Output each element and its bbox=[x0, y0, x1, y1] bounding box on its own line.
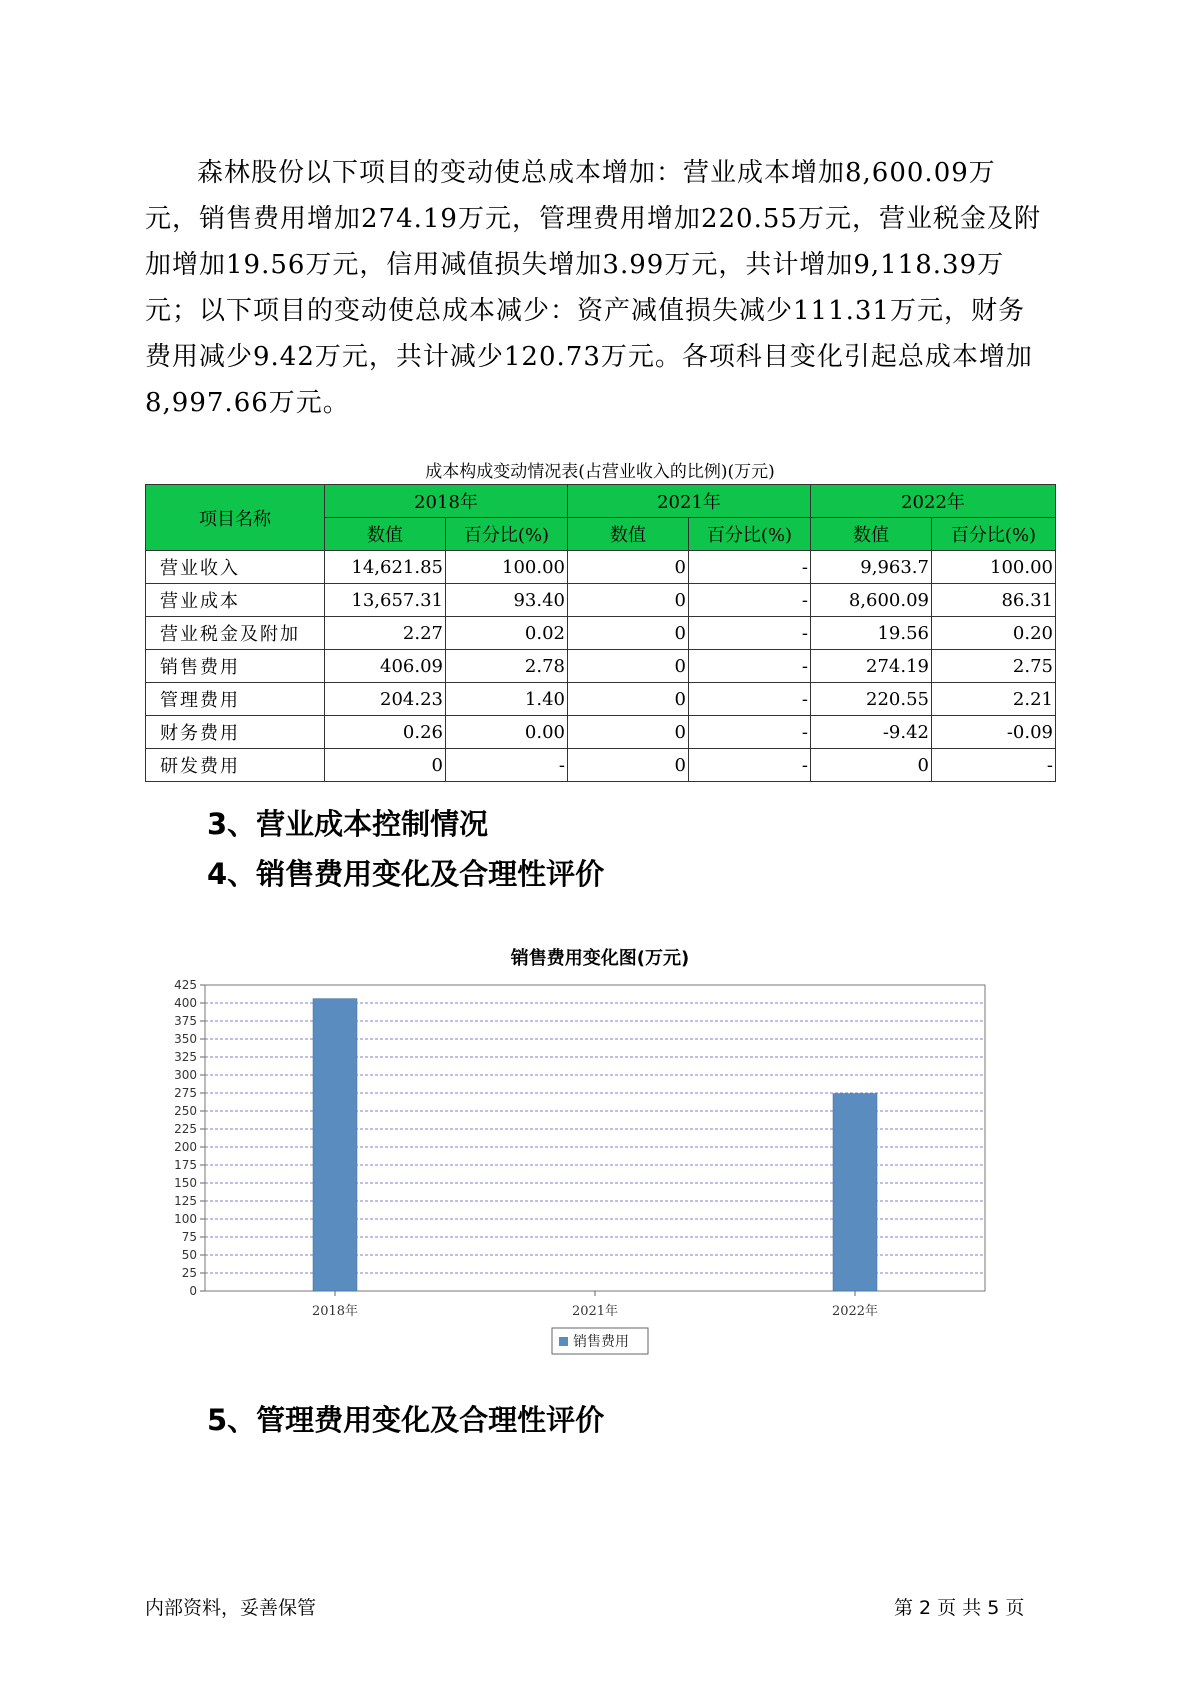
cost-table bbox=[145, 484, 1056, 782]
table-cell: 1.40 bbox=[446, 683, 568, 716]
row-label: 研发费用 bbox=[146, 749, 325, 782]
table-cell: 19.56 bbox=[811, 617, 932, 650]
y-tick-label: 50 bbox=[181, 1248, 197, 1262]
row-label: 营业税金及附加 bbox=[146, 617, 325, 650]
table-cell: 14,621.85 bbox=[325, 551, 446, 584]
table-cell: 0 bbox=[325, 749, 446, 782]
y-tick-label: 225 bbox=[174, 1122, 197, 1136]
y-tick-label: 425 bbox=[174, 978, 197, 992]
y-tick-label: 325 bbox=[174, 1050, 197, 1064]
table-cell: 0.26 bbox=[325, 716, 446, 749]
table-cell: 0 bbox=[568, 683, 689, 716]
intro-text: 森林股份以下项目的变动使总成本增加：营业成本增加8,600.09万元，销售费用增加274.19万元，管理费用增加220.55万元，营业税金及附加增加19.56万元，信用减值损失增加3.99万元，共计增加9,118.39万元；以下项目的变动使总成本减少：资产减值损失减少111.31万元，财务费用减少9.42万元，共计减少120.73万元。各项科目变化引起总成本增加8,997.66万元。 bbox=[145, 158, 1041, 418]
table-cell: 0 bbox=[568, 617, 689, 650]
table-row bbox=[146, 584, 1056, 617]
percent-header: 百分比(%) bbox=[446, 518, 568, 551]
table-cell: - bbox=[689, 551, 811, 584]
sales-expense-chart bbox=[145, 975, 1055, 1395]
table-cell: 0 bbox=[568, 584, 689, 617]
table-cell: 100.00 bbox=[446, 551, 568, 584]
y-tick-label: 175 bbox=[174, 1158, 197, 1172]
legend-swatch bbox=[559, 1337, 568, 1346]
table-cell: -0.09 bbox=[932, 716, 1056, 749]
table-cell: - bbox=[689, 584, 811, 617]
table-cell: 0 bbox=[568, 551, 689, 584]
value-header: 数值 bbox=[811, 518, 932, 551]
x-tick-label: 2018年 bbox=[311, 1304, 359, 1319]
table-row bbox=[146, 551, 1056, 584]
table-cell: 0.20 bbox=[932, 617, 1056, 650]
year-header: 2022年 bbox=[811, 485, 1056, 518]
table-row bbox=[146, 749, 1056, 782]
section-heading-5: 5、管理费用变化及合理性评价 bbox=[207, 1403, 605, 1437]
y-tick-label: 300 bbox=[174, 1068, 197, 1082]
table-row bbox=[146, 617, 1056, 650]
y-tick-label: 400 bbox=[174, 996, 197, 1010]
y-tick-label: 200 bbox=[174, 1140, 197, 1154]
table-cell: 2.78 bbox=[446, 650, 568, 683]
table-cell: 13,657.31 bbox=[325, 584, 446, 617]
table-cell: - bbox=[689, 617, 811, 650]
y-tick-label: 25 bbox=[181, 1266, 197, 1280]
table-cell: 100.00 bbox=[932, 551, 1056, 584]
table-cell: - bbox=[446, 749, 568, 782]
footer-note: 内部资料，妥善保管 bbox=[145, 1597, 317, 1619]
table-cell: 2.27 bbox=[325, 617, 446, 650]
table-cell: - bbox=[689, 650, 811, 683]
y-tick-label: 100 bbox=[174, 1212, 197, 1226]
table-cell: 274.19 bbox=[811, 650, 932, 683]
table-cell: - bbox=[689, 716, 811, 749]
row-label: 营业成本 bbox=[146, 584, 325, 617]
year-header: 2018年 bbox=[325, 485, 568, 518]
table-cell: 2.75 bbox=[932, 650, 1056, 683]
table-cell: 2.21 bbox=[932, 683, 1056, 716]
bar bbox=[833, 1094, 877, 1291]
table-cell: - bbox=[689, 683, 811, 716]
table-cell: 0 bbox=[568, 716, 689, 749]
table-cell: 0 bbox=[568, 749, 689, 782]
chart-title: 销售费用变化图(万元) bbox=[510, 948, 690, 969]
y-tick-label: 350 bbox=[174, 1032, 197, 1046]
year-header: 2021年 bbox=[568, 485, 811, 518]
intro-paragraph bbox=[145, 150, 1045, 426]
row-label: 财务费用 bbox=[146, 716, 325, 749]
y-tick-label: 250 bbox=[174, 1104, 197, 1118]
section-heading-3: 3、营业成本控制情况 bbox=[207, 807, 489, 841]
percent-header: 百分比(%) bbox=[689, 518, 811, 551]
legend-label: 销售费用 bbox=[573, 1334, 629, 1350]
value-header: 数值 bbox=[568, 518, 689, 551]
table-body bbox=[146, 551, 1056, 782]
table-cell: 406.09 bbox=[325, 650, 446, 683]
row-label: 销售费用 bbox=[146, 650, 325, 683]
percent-header: 百分比(%) bbox=[932, 518, 1056, 551]
table-row bbox=[146, 683, 1056, 716]
y-tick-label: 375 bbox=[174, 1014, 197, 1028]
page-number: 第 2 页 共 5 页 bbox=[894, 1597, 1025, 1619]
y-tick-label: 125 bbox=[174, 1194, 197, 1208]
y-tick-label: 275 bbox=[174, 1086, 197, 1100]
table-row bbox=[146, 650, 1056, 683]
table-cell: - bbox=[689, 749, 811, 782]
table-cell: 9,963.7 bbox=[811, 551, 932, 584]
row-label: 营业收入 bbox=[146, 551, 325, 584]
y-tick-label: 0 bbox=[189, 1284, 197, 1298]
table-caption: 成本构成变动情况表(占营业收入的比例)(万元) bbox=[425, 462, 775, 482]
x-tick-label: 2022年 bbox=[831, 1304, 879, 1319]
y-tick-label: 150 bbox=[174, 1176, 197, 1190]
bar bbox=[313, 999, 357, 1291]
table-cell: 0 bbox=[568, 650, 689, 683]
table-cell: - bbox=[932, 749, 1056, 782]
table-row bbox=[146, 716, 1056, 749]
section-heading-4: 4、销售费用变化及合理性评价 bbox=[207, 857, 605, 891]
table-cell: 0.00 bbox=[446, 716, 568, 749]
value-header: 数值 bbox=[325, 518, 446, 551]
table-cell: 204.23 bbox=[325, 683, 446, 716]
table-cell: 8,600.09 bbox=[811, 584, 932, 617]
table-cell: 86.31 bbox=[932, 584, 1056, 617]
table-cell: -9.42 bbox=[811, 716, 932, 749]
y-tick-label: 75 bbox=[181, 1230, 197, 1244]
table-cell: 220.55 bbox=[811, 683, 932, 716]
x-tick-label: 2021年 bbox=[571, 1304, 619, 1319]
table-cell: 0.02 bbox=[446, 617, 568, 650]
table-cell: 93.40 bbox=[446, 584, 568, 617]
row-label: 管理费用 bbox=[146, 683, 325, 716]
item-name-header: 项目名称 bbox=[146, 485, 325, 551]
table-cell: 0 bbox=[811, 749, 932, 782]
